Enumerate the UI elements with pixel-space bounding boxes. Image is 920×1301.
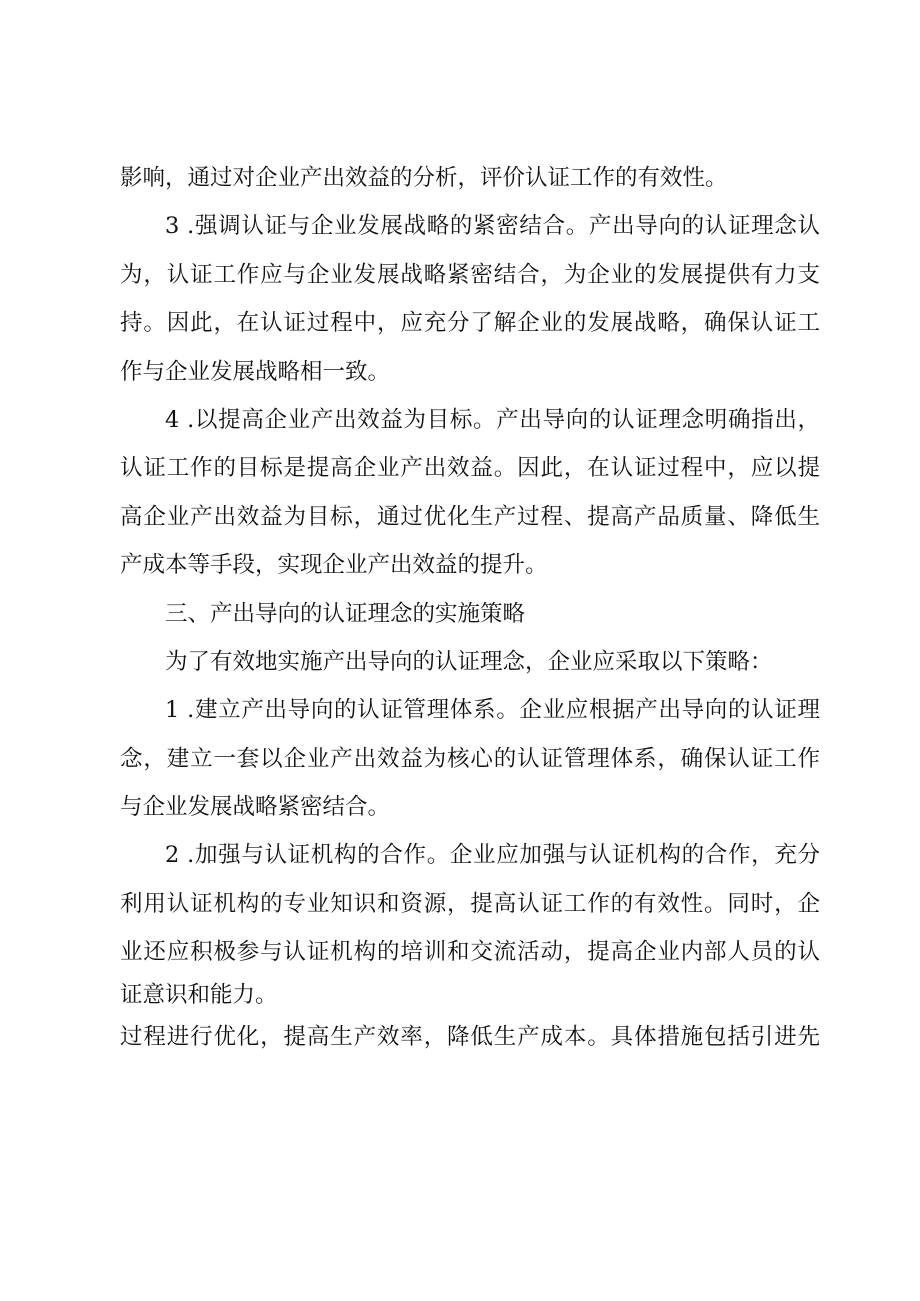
paragraph-line: 与企业发展战略紧密结合。 (120, 794, 391, 821)
paragraph-line: 为，认证工作应与企业发展战略紧密结合，为企业的发展提供有力支 (120, 261, 820, 288)
paragraph-line: 认证工作的目标是提高企业产出效益。因此，在认证过程中，应以提 (120, 455, 820, 482)
paragraph-line: 念，建立一套以企业产出效益为核心的认证管理体系，确保认证工作 (120, 745, 820, 772)
paragraph-line: 1 .建立产出导向的认证管理体系。企业应根据产出导向的认证理 (165, 697, 820, 724)
paragraph-line: 2 .加强与认证机构的合作。企业应加强与认证机构的合作，充分 (165, 842, 820, 869)
section-heading: 三、产出导向的认证理念的实施策略 (165, 600, 526, 627)
paragraph-line: 过程进行优化，提高生产效率，降低生产成本。具体措施包括引进先 (120, 1023, 820, 1050)
paragraph-line: 高企业产出效益为目标，通过优化生产过程、提高产品质量、降低生 (120, 503, 820, 530)
paragraph-line: 证意识和能力。 (120, 981, 278, 1008)
paragraph-line: 4 .以提高企业产出效益为目标。产出导向的认证理念明确指出， (165, 406, 820, 433)
paragraph-line: 业还应积极参与认证机构的培训和交流活动，提高企业内部人员的认 (120, 939, 820, 966)
paragraph-line: 3 .强调认证与企业发展战略的紧密结合。产出导向的认证理念认 (165, 213, 820, 240)
paragraph-line: 产成本等手段，实现企业产出效益的提升。 (120, 552, 548, 579)
paragraph-line: 影响，通过对企业产出效益的分析，评价认证工作的有效性。 (120, 165, 728, 191)
paragraph-line: 利用认证机构的专业知识和资源，提高认证工作的有效性。同时，企 (120, 890, 820, 917)
paragraph-line: 持。因此，在认证过程中，应充分了解企业的发展战略，确保认证工 (120, 310, 820, 337)
paragraph-line: 为了有效地实施产出导向的认证理念，企业应采取以下策略： (165, 648, 773, 675)
document-body (120, 154, 820, 1061)
paragraph-line: 作与企业发展战略相一致。 (120, 358, 391, 385)
